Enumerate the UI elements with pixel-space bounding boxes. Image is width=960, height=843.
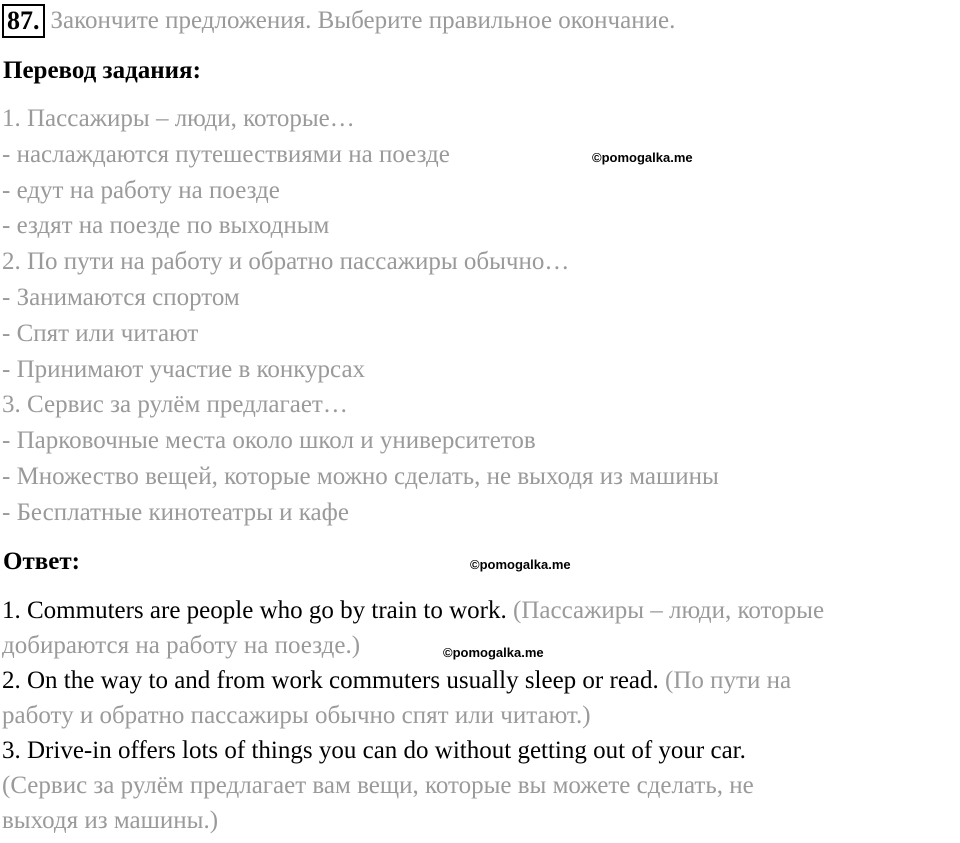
- answer-line: [2, 698, 958, 733]
- translation-line: - едут на работу на поезде: [2, 176, 280, 204]
- answer-line: [2, 803, 958, 838]
- translation-heading: Перевод задания:: [3, 57, 201, 84]
- answer-line: [2, 663, 958, 698]
- watermark: ©pomogalka.me: [443, 645, 544, 660]
- watermark: ©pomogalka.me: [592, 150, 693, 165]
- answer-translation: работу и обратно пассажиры обычно спят или читают.): [2, 702, 591, 729]
- translation-line: - Занимаются спортом: [2, 283, 240, 311]
- answer-english: 3. Drive-in offers lots of things you can do without getting out of your car.: [2, 737, 746, 764]
- answer-line: [2, 733, 958, 768]
- translation-line: 1. Пассажиры – люди, которые…: [2, 105, 355, 132]
- translation-list: [2, 101, 719, 531]
- task-instruction: Закончите предложения. Выберите правильное окончание.: [50, 7, 676, 34]
- translation-line: - Множество вещей, которые можно сделать, не выходя из машины: [2, 462, 719, 490]
- task-header: [2, 3, 675, 39]
- answer-translation: (Пассажиры – люди, которые: [506, 597, 825, 624]
- translation-line: 2. По пути на работу и обратно пассажиры обычно…: [2, 248, 570, 276]
- answer-line: [2, 593, 958, 628]
- answer-block: [2, 593, 958, 838]
- translation-line: - наслаждаются путешествиями на поезде: [2, 140, 450, 168]
- answer-translation: выходя из машины.): [2, 807, 219, 834]
- answer-heading: Ответ:: [3, 548, 80, 575]
- answer-translation: (Сервис за рулём предлагает вам вещи, которые вы можете сделать, не: [2, 772, 754, 799]
- answer-english: 1. Commuters are people who go by train to work.: [2, 597, 507, 624]
- answer-line: [2, 768, 958, 803]
- answer-translation: (По пути на: [658, 667, 792, 694]
- answer-english: 2. On the way to and from work commuters usually sleep or read.: [2, 667, 659, 694]
- translation-line: 3. Сервис за рулём предлагает…: [2, 391, 348, 419]
- task-number: 87.: [2, 4, 45, 38]
- translation-line: - Спят или читают: [2, 319, 199, 347]
- translation-line: - Бесплатные кинотеатры и кафе: [2, 498, 349, 526]
- translation-line: - Парковочные места около школ и университетов: [2, 427, 536, 455]
- watermark: ©pomogalka.me: [470, 557, 571, 572]
- translation-line: - Принимают участие в конкурсах: [2, 355, 366, 383]
- translation-line: - ездят на поезде по выходным: [2, 212, 330, 240]
- answer-translation: добираются на работу на поезде.): [2, 632, 361, 659]
